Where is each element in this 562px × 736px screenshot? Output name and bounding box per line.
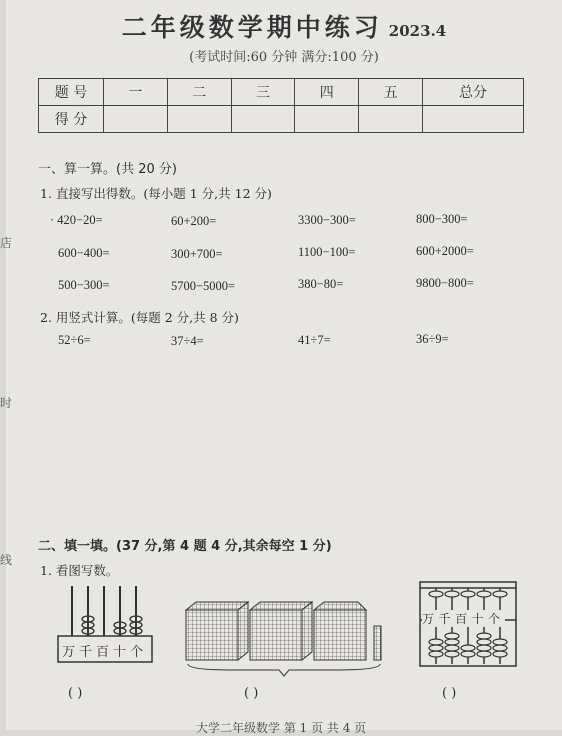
- answer-blank[interactable]: ( ): [68, 686, 83, 701]
- calc-item: 5700−5000=: [171, 279, 236, 293]
- score-table-score-row: [39, 106, 524, 133]
- score-cell: 总分: [423, 79, 524, 106]
- division-item: 41÷7=: [298, 333, 331, 347]
- margin-mark: 店: [0, 236, 13, 250]
- section1-heading: 一、算一算。(共 20 分): [38, 162, 177, 177]
- score-blank[interactable]: [231, 106, 295, 133]
- page-footer: 大学二年级数学 第 1 页 共 4 页: [196, 721, 367, 735]
- score-blank[interactable]: [167, 106, 231, 133]
- calc-item: 300+700=: [171, 247, 223, 261]
- score-blank[interactable]: [423, 106, 524, 133]
- exam-paper: [6, 0, 562, 735]
- title-text: 二年级数学期中练习: [121, 13, 383, 42]
- calc-item: 9800−800=: [416, 276, 474, 290]
- division-item: 36÷9=: [416, 332, 449, 346]
- score-cell: 一: [104, 79, 168, 106]
- exam-subtitle: (考试时间:60 分钟 满分:100 分): [189, 50, 379, 65]
- score-table: [38, 78, 524, 133]
- score-cell: 题 号: [39, 79, 104, 106]
- division-item: 52÷6=: [58, 333, 91, 347]
- calc-item: · 420−20=: [50, 213, 103, 227]
- q1-instruction: 1. 直接写出得数。(每小题 1 分,共 12 分): [40, 186, 272, 201]
- score-cell: 得 分: [39, 106, 104, 133]
- cube-blocks-figure: [184, 600, 384, 678]
- score-cell: 二: [167, 79, 231, 106]
- s2-q1-instruction: 1. 看图写数。: [40, 563, 119, 578]
- calc-item: 600+2000=: [416, 244, 474, 258]
- score-blank[interactable]: [295, 106, 359, 133]
- division-item: 37÷4=: [171, 334, 204, 348]
- margin-mark: 时: [0, 396, 13, 410]
- score-cell: 五: [359, 79, 423, 106]
- abacus1-place-labels: 万千百十个: [62, 645, 148, 660]
- calc-item: 60+200=: [171, 214, 217, 228]
- q2-instruction: 2. 用竖式计算。(每题 2 分,共 8 分): [40, 310, 239, 325]
- answer-blank[interactable]: ( ): [244, 686, 259, 701]
- calc-item: 1100−100=: [298, 245, 356, 259]
- calc-item: 600−400=: [58, 246, 110, 260]
- abacus2-place-labels: 万千百十个: [422, 612, 505, 626]
- exam-date: 2023.4: [388, 22, 447, 40]
- calc-item: 3300−300=: [298, 213, 356, 227]
- calc-item: 800−300=: [416, 212, 468, 226]
- exam-title: [6, 8, 562, 44]
- score-blank[interactable]: [359, 106, 423, 133]
- score-table-header-row: [39, 79, 524, 106]
- section2-heading: 二、填一填。(37 分,第 4 题 4 分,其余每空 1 分): [38, 539, 332, 554]
- calc-item: 500−300=: [58, 278, 110, 292]
- answer-blank[interactable]: ( ): [442, 686, 457, 701]
- score-cell: 三: [231, 79, 295, 106]
- calc-item: 380−80=: [298, 277, 344, 291]
- score-blank[interactable]: [104, 106, 168, 133]
- margin-mark: 线: [0, 553, 13, 567]
- score-cell: 四: [295, 79, 359, 106]
